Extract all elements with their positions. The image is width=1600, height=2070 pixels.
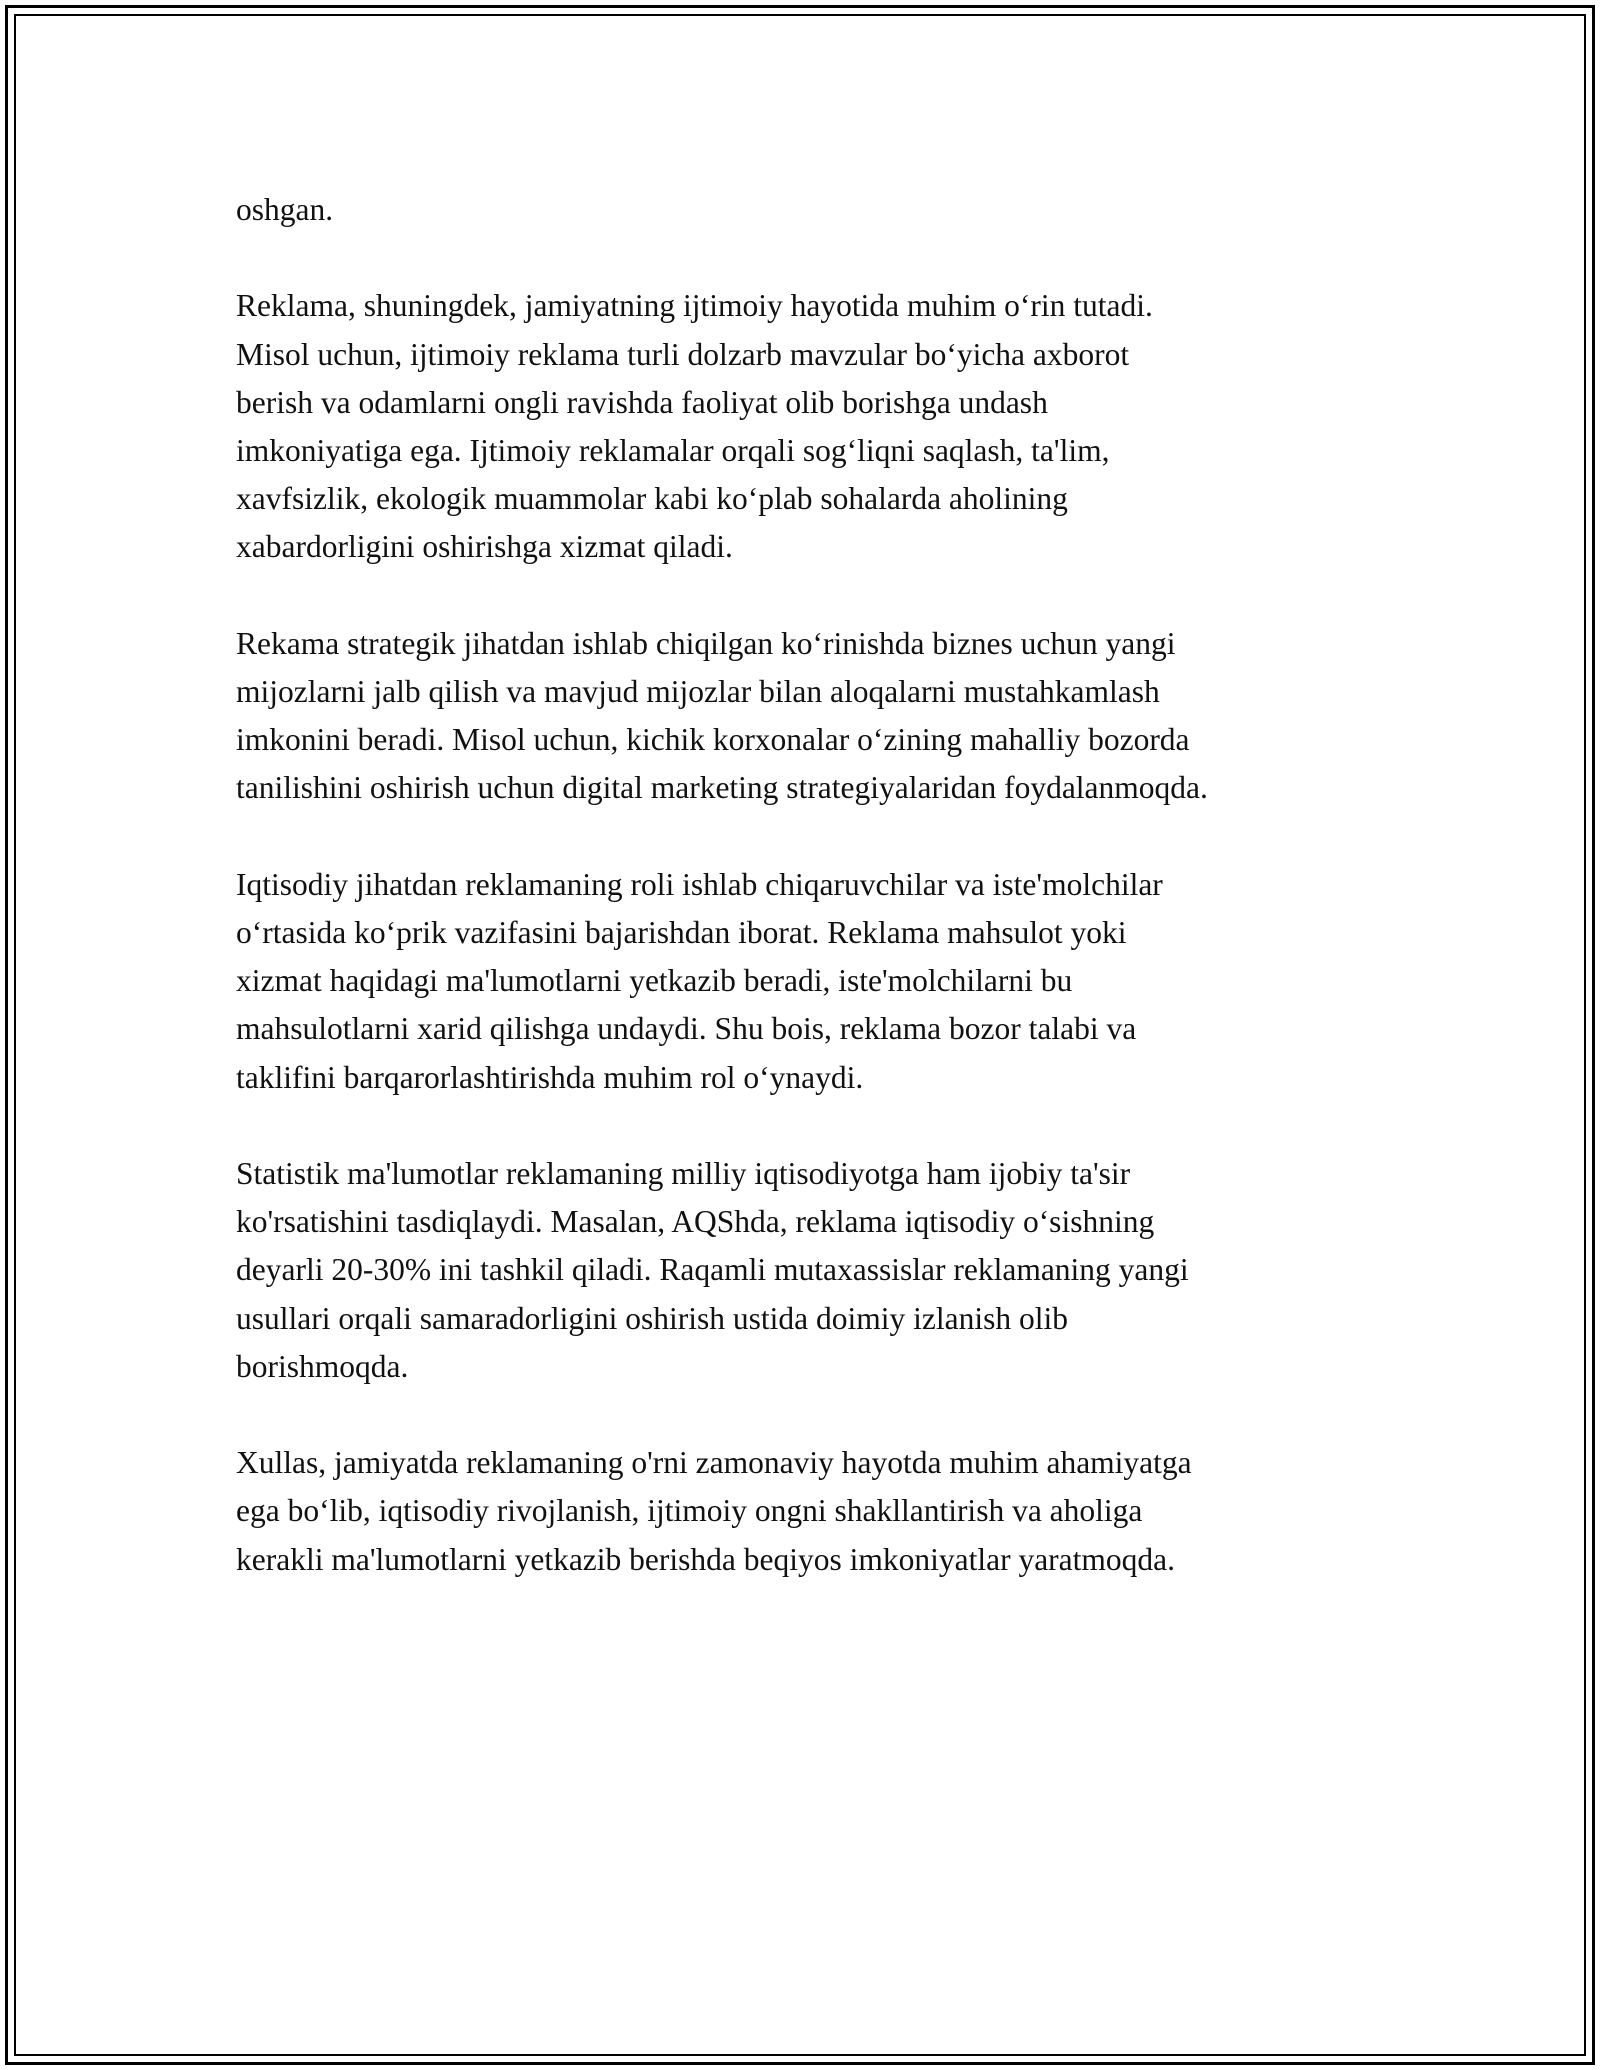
paragraph-social-advertising: Reklama, shuningdek, jamiyatning ijtimoiy hayotida muhim o‘rin tutadi. Misol uchun, ijtimoiy reklama turli dolzarb mavzular bo‘yicha axborot berish va odamlarni ongli ravishda faoliyat olib borishga undash imkoniyatiga ega. Ijtimoiy reklamalar orqali sog‘liqni saqlash, ta'lim, xavfsizlik, ekologik muammolar kabi ko‘plab sohalarda aholining xabardorligini oshirishga xizmat qiladi. — [236, 288, 1153, 565]
paragraph-continuation: oshgan. — [236, 192, 334, 227]
document-body — [236, 186, 1386, 1632]
paragraph-business-strategy: Rekama strategik jihatdan ishlab chiqilgan ko‘rinishda biznes uchun yangi mijozlarni jalb qilish va mavjud mijozlar bilan aloqalarni mustahkamlash imkonini beradi. Misol uchun, kichik korxonalar o‘zining mahalliy bozorda tanilishini oshirish uchun digital marketing strategiyalaridan foydalanmoqda. — [236, 625, 1208, 806]
paragraph-conclusion: Xullas, jamiyatda reklamaning o'rni zamonaviy hayotda muhim ahamiyatga ega bo‘lib, iqtisodiy rivojlanish, ijtimoiy ongni shakllantirish va aholiga kerakli ma'lumotlarni yetkazib berishda beqiyos imkoniyatlar yaratmoqda. — [236, 1445, 1192, 1577]
paragraph-statistics: Statistik ma'lumotlar reklamaning milliy iqtisodiyotga ham ijobiy ta'sir ko'rsatishini tasdiqlaydi. Masalan, AQShda, reklama iqtisodiy o‘sishning deyarli 20-30% ini tashkil qiladi. Raqamli mutaxassislar reklamaning yangi usullari orqali samaradorligini oshirish ustida doimiy izlanish olib borishmoqda. — [236, 1156, 1189, 1384]
paragraph-economic-role: Iqtisodiy jihatdan reklamaning roli ishlab chiqaruvchilar va iste'molchilar o‘rtasida ko‘prik vazifasini bajarishdan iborat. Reklama mahsulot yoki xizmat haqidagi ma'lumotlarni yetkazib beradi, iste'molchilarni bu mahsulotlarni xarid qilishga undaydi. Shu bois, reklama bozor talabi va taklifini barqarorlashtirishda muhim rol o‘ynaydi. — [236, 866, 1163, 1095]
